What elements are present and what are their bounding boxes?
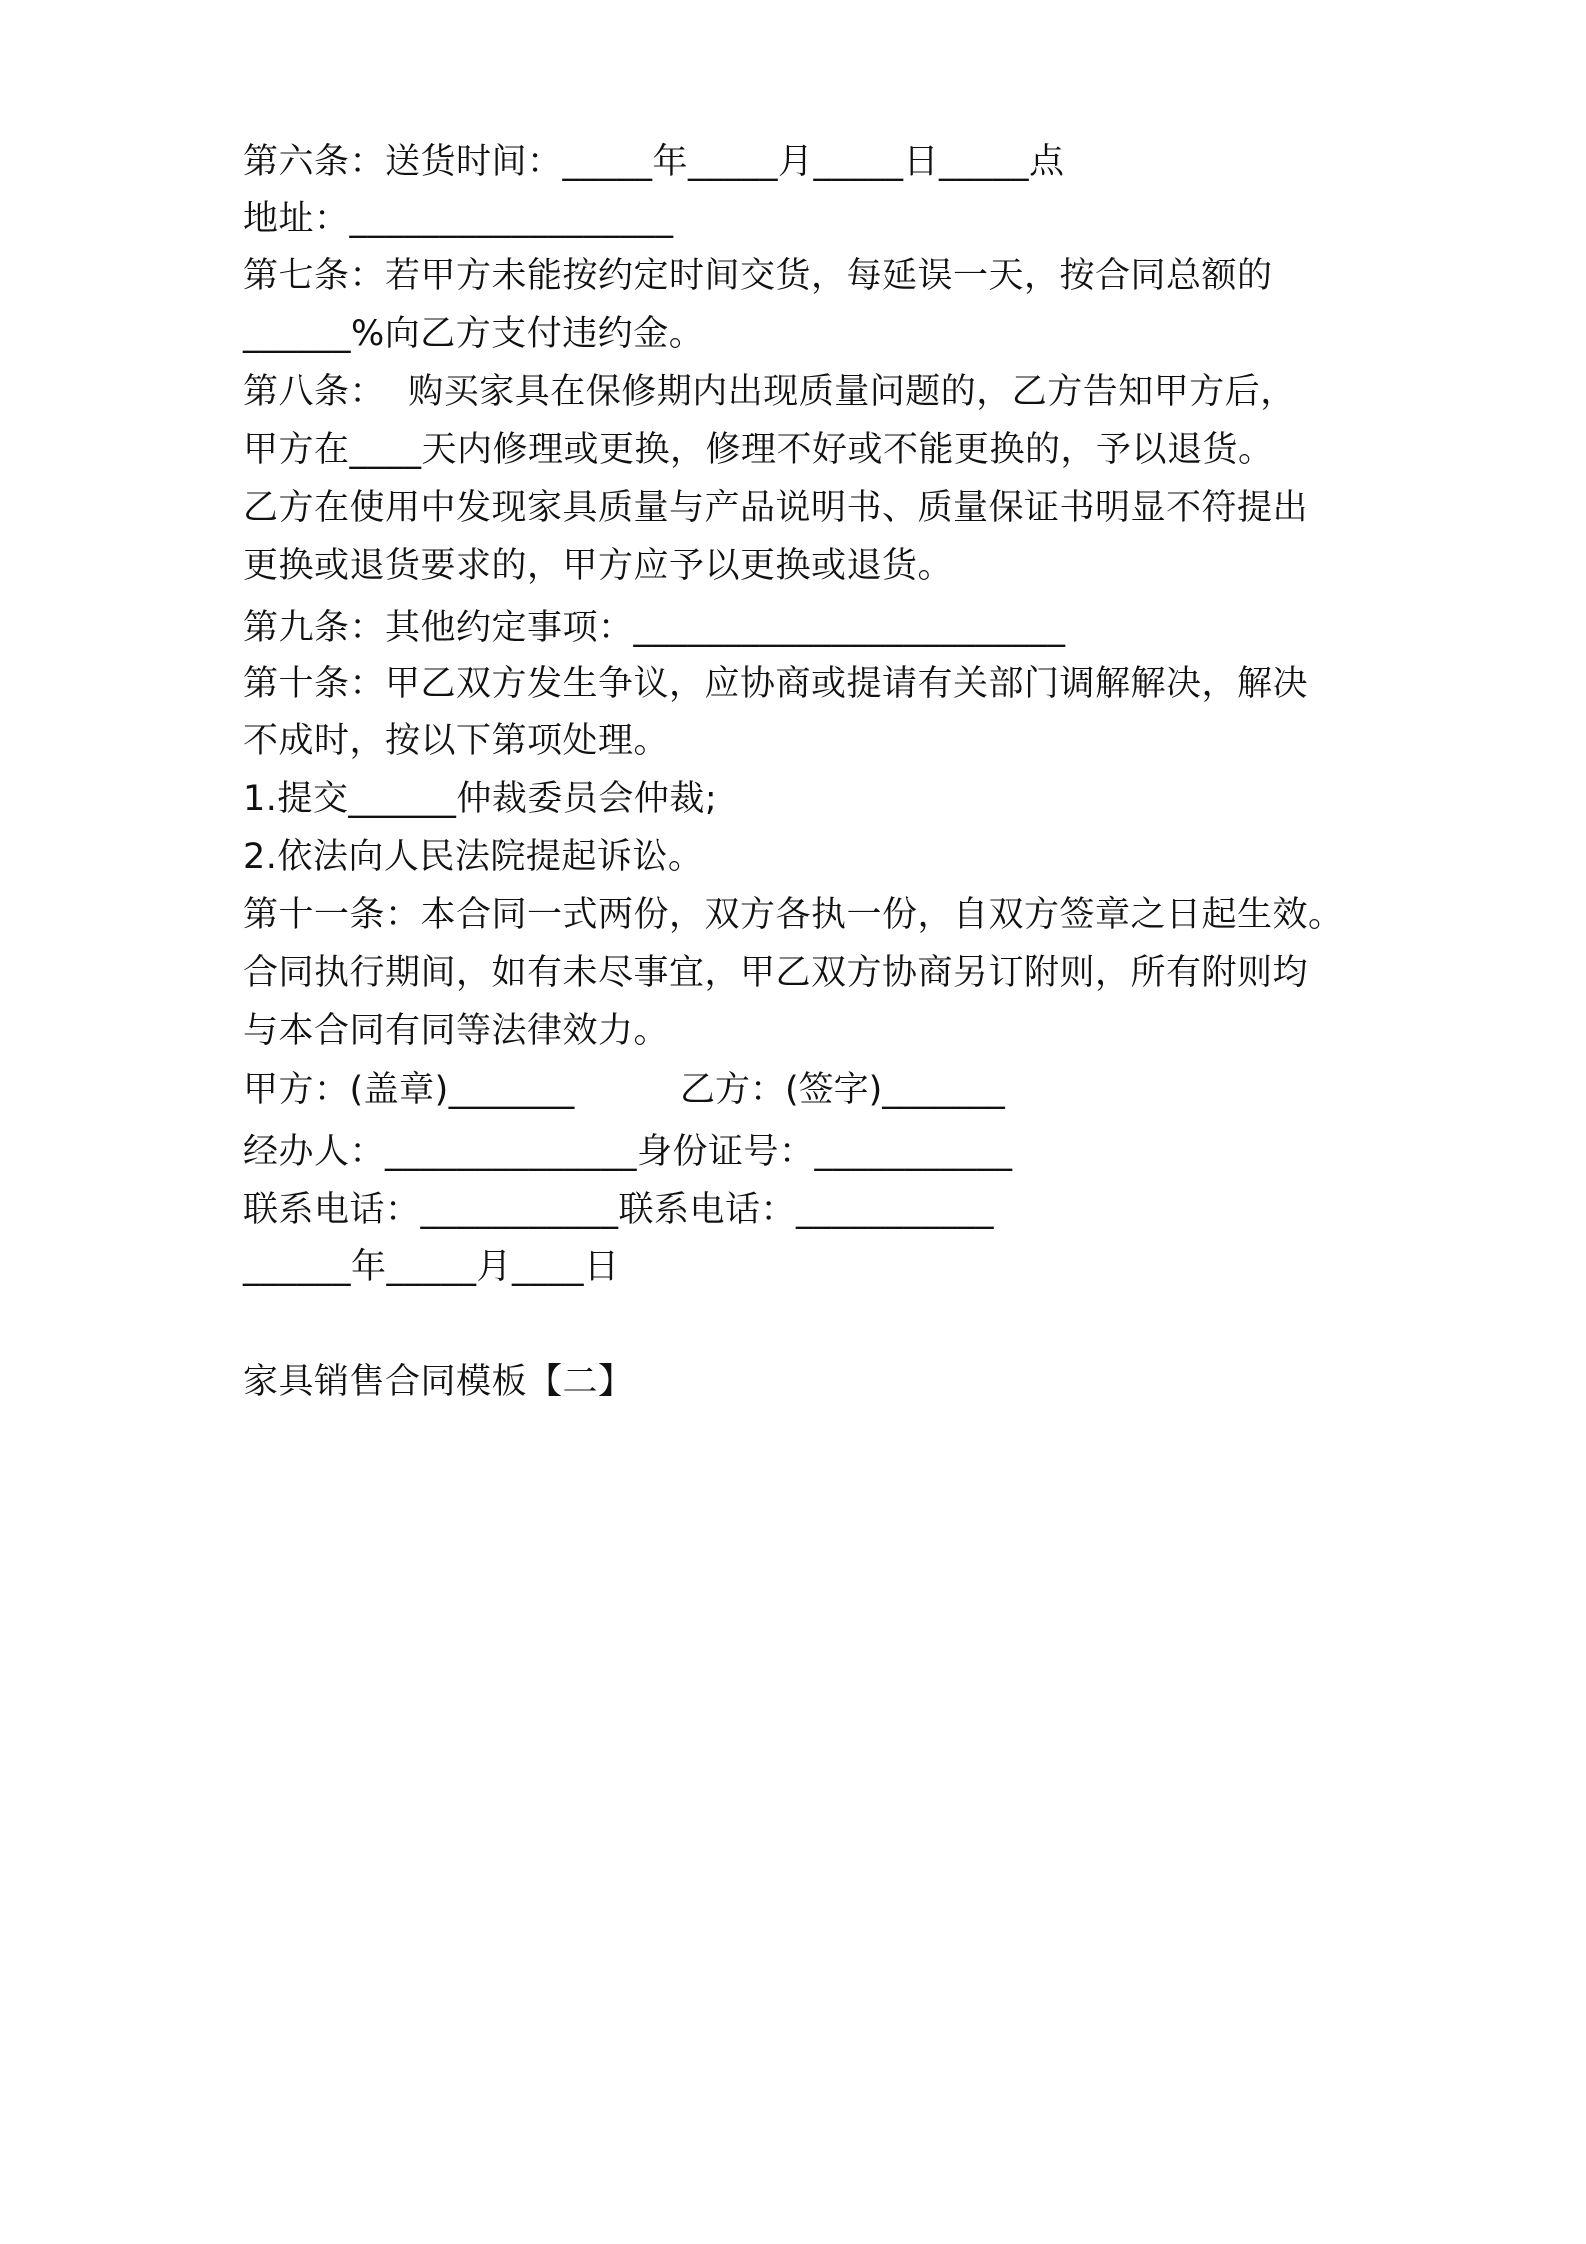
- clause-8-line-2: 甲方在____天内修理或更换，修理不好或不能更换的，予以退货。: [243, 430, 1274, 470]
- clause-7-line-1: 第七条：若甲方未能按约定时间交货，每延误一天，按合同总额的: [243, 256, 1273, 296]
- clause-10-line-2: 不成时，按以下第项处理。: [243, 721, 670, 761]
- clause-9: 第九条：其他约定事项：________________________: [243, 608, 1066, 648]
- clause-6-delivery-time: 第六条：送货时间：_____年_____月_____日_____点: [243, 142, 1065, 182]
- clause-10-option-1: 1.提交______仲裁委员会仲裁;: [243, 779, 718, 819]
- clause-10-option-2: 2.依法向人民法院提起诉讼。: [243, 837, 704, 877]
- agent-id-line: 经办人：______________身份证号：___________: [243, 1132, 1013, 1172]
- clause-7-line-2: ______%向乙方支付违约金。: [243, 314, 705, 354]
- phone-line: 联系电话：___________联系电话：___________: [243, 1190, 995, 1230]
- clause-10-line-1: 第十条：甲乙双方发生争议，应协商或提请有关部门调解解决，解决: [243, 664, 1309, 704]
- clause-11-line-3: 与本合同有同等法律效力。: [243, 1011, 670, 1051]
- clause-8-line-3: 乙方在使用中发现家具质量与产品说明书、质量保证书明显不符提出: [243, 488, 1309, 528]
- clause-8-line-1: 第八条： 购买家具在保修期内出现质量问题的，乙方告知甲方后，: [243, 372, 1296, 412]
- next-section-title: 家具销售合同模板【二】: [243, 1362, 634, 1402]
- party-b-signature: 乙方：(签字)_______: [680, 1070, 1005, 1110]
- party-a-seal: 甲方：(盖章)_______: [243, 1070, 575, 1110]
- sign-date: ______年_____月____日: [243, 1247, 620, 1287]
- clause-6-address: 地址：__________________: [243, 199, 674, 239]
- clause-11-line-1: 第十一条：本合同一式两份，双方各执一份，自双方签章之日起生效。: [243, 895, 1344, 935]
- clause-8-line-4: 更换或退货要求的，甲方应予以更换或退货。: [243, 546, 954, 586]
- clause-11-line-2: 合同执行期间，如有未尽事宜，甲乙双方协商另订附则，所有附则均: [243, 953, 1309, 993]
